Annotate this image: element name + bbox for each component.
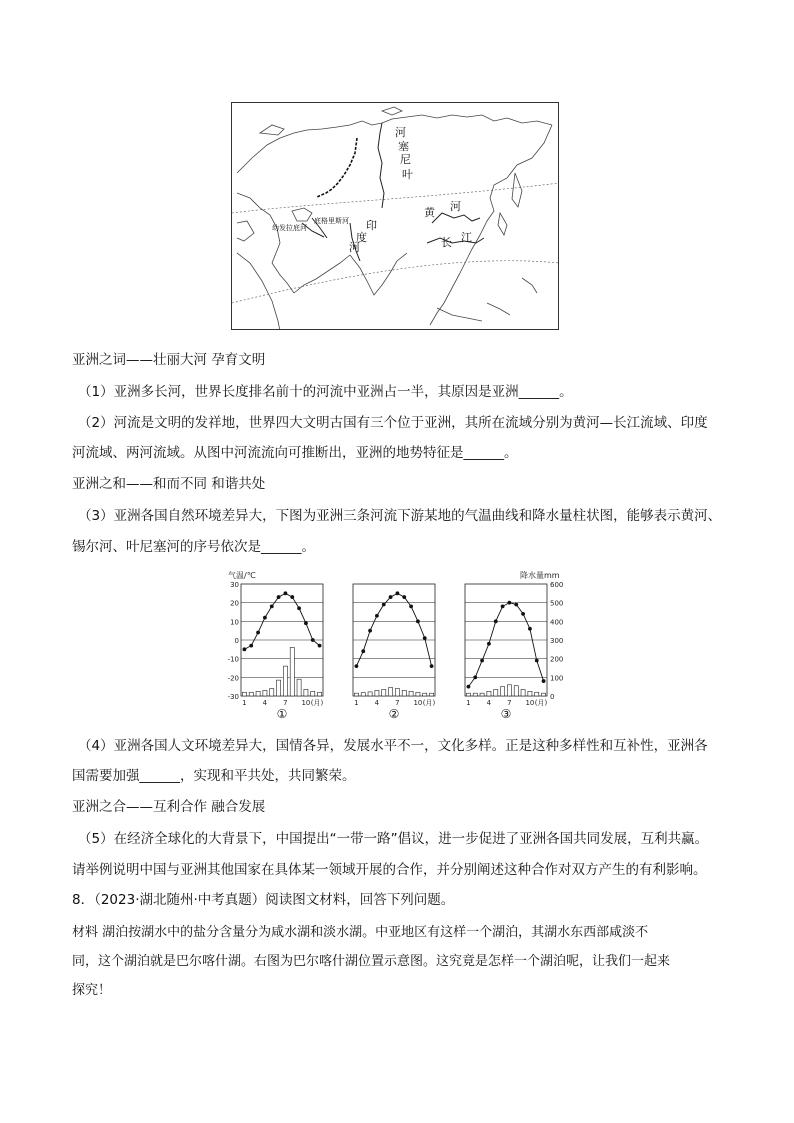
temp-point (256, 631, 260, 635)
precip-bar (395, 689, 399, 696)
x-unit-label: (月) (422, 699, 436, 707)
temp-point (304, 621, 308, 625)
precip-tick-label: 200 (550, 655, 564, 664)
material-line-1: 材料 湖泊按湖水中的盐分含量分为咸水湖和淡水湖。中亚地区有这样一个湖泊，其湖水东西部咸淡不 (72, 925, 649, 940)
question-4-line-1: （4）亚洲各国人文环境差异大，国情各异，发展水平不一，文化多样。正是这种多样性和互补性，亚洲各 (78, 738, 708, 754)
x-tick-label: 4 (374, 699, 380, 707)
x-tick-label: 1 (466, 699, 471, 707)
temp-point (416, 619, 420, 623)
temp-point (409, 605, 413, 609)
precip-bar (361, 693, 365, 696)
question-3-line-2: 锡尔河、叶尼塞河的序号依次是______。 (72, 539, 315, 555)
question-4-line-2: 国需要加强______，实现和平共处，共同繁荣。 (72, 768, 356, 784)
section-title-rivers: 亚洲之词——壮丽大河 孕育文明 (72, 352, 266, 368)
temp-tick-label: 20 (230, 599, 239, 608)
temp-point (375, 614, 379, 618)
temp-point (396, 591, 400, 595)
precip-bar (473, 693, 477, 696)
temp-point (402, 595, 406, 599)
precip-tick-label: 300 (550, 637, 564, 645)
question-1: （1）亚洲多长河，世界长度排名前十的河流中亚洲占一半，其原因是亚洲______。 (78, 384, 573, 400)
precip-bar (270, 689, 274, 696)
question-2-line-1: （2）河流是文明的发祥地，世界四大文明古国有三个位于亚洲，其所在流域分别为黄河—长江流域、印度 (78, 415, 708, 431)
temp-point (355, 664, 359, 668)
precip-bar (480, 693, 484, 696)
precip-tick-label: 100 (550, 674, 564, 683)
precip-tick-label: 600 (550, 581, 564, 589)
x-tick-label: 1 (354, 699, 359, 707)
precip-bar (375, 690, 379, 696)
panel-label-2: ② (388, 707, 400, 720)
temp-point (249, 644, 253, 648)
temp-point (277, 595, 281, 599)
temp-point (243, 647, 247, 651)
x-tick-label: 4 (486, 699, 492, 707)
precip-tick-label: 0 (550, 693, 555, 701)
precip-tick-label: 500 (550, 599, 564, 608)
precip-bar (263, 690, 267, 696)
precip-bar (311, 691, 315, 696)
temp-point (487, 642, 491, 646)
map-label-indus-1: 印 (366, 219, 377, 232)
precip-bar (354, 693, 358, 696)
temp-point (389, 595, 393, 599)
precip-bar (514, 686, 518, 696)
asia-rivers-map (231, 102, 559, 330)
temp-line (468, 603, 543, 687)
map-label-yellow-1: 黄 (424, 206, 435, 219)
temp-point (494, 619, 498, 623)
precip-bar (528, 691, 532, 696)
temp-point (528, 627, 532, 631)
map-label-indus-3: 河 (349, 241, 360, 254)
material-text (72, 918, 732, 1005)
material-line-2: 同，这个湖泊就是巴尔喀什湖。右图为巴尔喀什湖位置示意图。这究竟是怎样一个湖泊呢，让我们一起来 (72, 954, 671, 969)
temp-tick-label: -10 (227, 655, 239, 664)
temp-tick-label: 0 (234, 637, 239, 645)
map-label-yangtze-1: 长 (441, 236, 452, 249)
map-label-euphrates: 幼发拉底河 (272, 224, 307, 232)
temp-point (508, 601, 512, 605)
precip-bar (297, 679, 301, 696)
temp-point (270, 605, 274, 609)
precip-bar (402, 690, 406, 696)
temp-tick-label: -20 (227, 674, 239, 683)
temp-point (535, 659, 539, 663)
precip-bar (487, 691, 491, 696)
temp-tick-label: -30 (227, 693, 239, 701)
temp-point (290, 595, 294, 599)
x-unit-label: (月) (310, 699, 324, 707)
precip-bar (416, 692, 420, 696)
map-label-yenisei-1: 河 (395, 126, 406, 139)
question-5-line-1: （5）在经济全球化的大背景下，中国提出“一带一路”倡议，进一步促进了亚洲各国共同发展，互利共赢。 (78, 831, 709, 847)
material-line-3: 探究！ (72, 983, 112, 998)
temp-point (473, 675, 477, 679)
temp-tick-label: 10 (230, 618, 239, 627)
x-tick-label: 7 (507, 699, 512, 707)
temp-point (521, 612, 525, 616)
temp-point (514, 603, 518, 607)
temp-axis-label: 气温/℃ (228, 571, 256, 580)
precip-bar (249, 692, 253, 696)
temp-point (263, 616, 267, 620)
precip-bar (283, 666, 287, 696)
precip-bar (521, 689, 525, 696)
x-unit-label: (月) (534, 699, 548, 707)
question-3-line-1: （3）亚洲各国自然环境差异大，下图为亚洲三条河流下游某地的气温曲线和降水量柱状图，能够表示黄河、 (78, 508, 722, 524)
temp-point (423, 636, 427, 640)
x-tick-label: 4 (262, 699, 268, 707)
precip-bar (368, 692, 372, 696)
precip-bar (501, 687, 505, 696)
temp-point (467, 685, 471, 689)
map-label-yenisei-2: 塞 (398, 140, 409, 153)
x-tick-label: 7 (395, 699, 400, 707)
x-tick-label: 10 (525, 699, 535, 707)
temp-tick-label: 30 (230, 581, 239, 589)
precip-bar (389, 688, 393, 696)
temp-point (430, 664, 434, 668)
panel-label-3: ③ (500, 707, 512, 720)
precip-bar (290, 647, 294, 696)
question-2-line-2: 河流域、两河流域。从图中河流流向可推断出，亚洲的地势特征是______。 (72, 445, 518, 461)
precip-bar (256, 691, 260, 696)
map-label-yellow-2: 河 (450, 200, 461, 213)
map-label-yenisei-4: 叶 (402, 168, 413, 181)
precip-bar (409, 691, 413, 696)
precip-bar (423, 693, 427, 696)
section-title-harmony: 亚洲之和——和而不同 和谐共处 (72, 476, 266, 492)
temp-point (368, 629, 372, 633)
temp-point (542, 679, 546, 683)
precip-bar (382, 689, 386, 696)
map-label-yangtze-2: 江 (461, 231, 472, 244)
x-tick-label: 7 (283, 699, 288, 707)
precip-bar (542, 693, 546, 696)
x-tick-label: 10 (301, 699, 311, 707)
climate-charts (224, 568, 584, 720)
map-label-indus-2: 度 (356, 231, 367, 244)
precip-bar (318, 692, 322, 696)
temp-point (284, 591, 288, 595)
map-label-tigris: 底格里斯河 (314, 217, 349, 225)
precip-bar (535, 692, 539, 696)
section-title-cooperation: 亚洲之合——互利合作 融合发展 (72, 799, 266, 815)
temp-point (501, 605, 505, 609)
precip-axis-label: 降水量mm (520, 571, 560, 580)
precip-bar (466, 693, 470, 696)
climate-charts-svg (224, 568, 584, 720)
x-tick-label: 10 (413, 699, 423, 707)
question-5-line-2: 请举例说明中国与亚洲其他国家在具体某一领域开展的合作，并分别阐述这种合作对双方产生的有利影响。 (72, 862, 707, 878)
x-tick-label: 1 (242, 699, 247, 707)
temp-point (382, 603, 386, 607)
precip-bar (494, 689, 498, 696)
question-8-header: 8．（2023·湖北随州·中考真题）阅读图文材料，回答下列问题。 (72, 892, 455, 908)
precip-bar (242, 692, 246, 696)
temp-point (297, 606, 301, 610)
precip-bar (507, 685, 511, 696)
precip-bar (304, 689, 308, 696)
map-label-yenisei-3: 尼 (400, 153, 411, 166)
precip-bar (277, 680, 281, 696)
precip-tick-label: 400 (550, 618, 564, 627)
temp-point (480, 659, 484, 663)
temp-point (311, 638, 315, 642)
precip-bar (430, 693, 434, 696)
temp-point (318, 644, 322, 648)
temp-line (356, 593, 431, 666)
panel-label-1: ① (276, 707, 288, 720)
temp-point (361, 649, 365, 653)
